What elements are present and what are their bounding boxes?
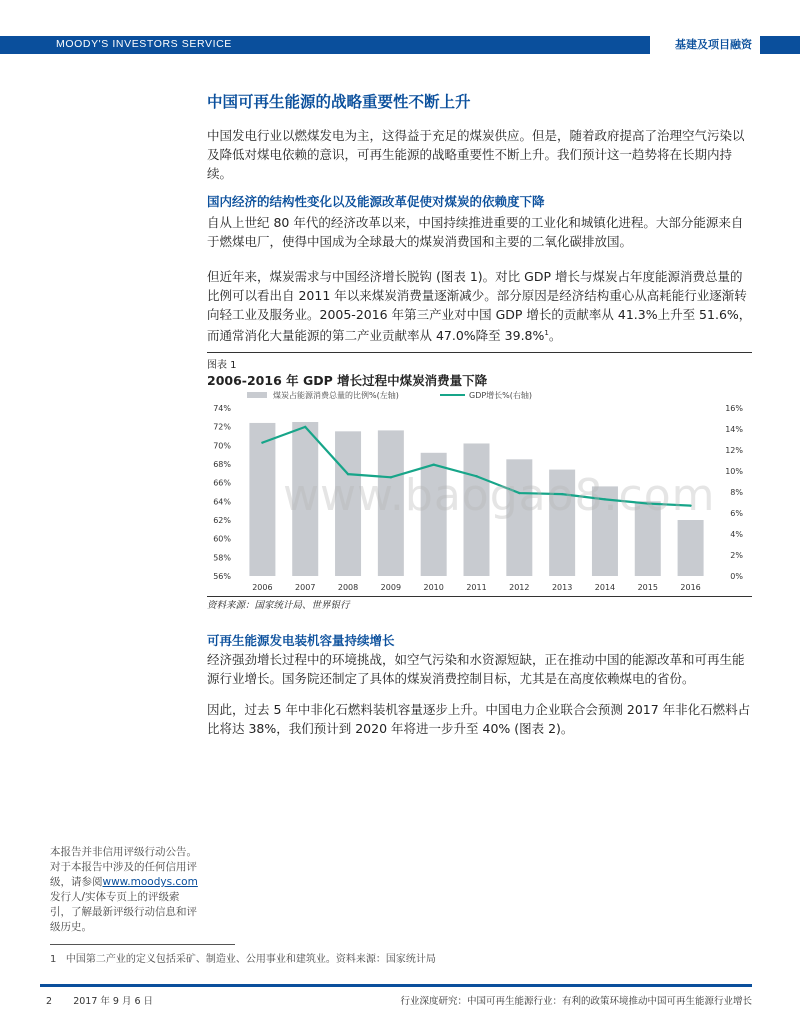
gdp-growth-point [261,441,263,443]
right-axis-tick: 12% [725,446,743,455]
left-axis-tick: 62% [213,516,231,525]
left-axis-tick: 60% [213,534,231,544]
bar [678,520,704,576]
left-axis-tick: 70% [213,441,231,451]
right-axis-tick: 6% [730,509,743,518]
chart-source-block [207,597,752,611]
section1-paragraph2 [207,267,752,345]
right-axis-tick: 2% [730,551,743,560]
legend-bar-swatch [247,392,267,398]
footer-bar [40,984,752,987]
report-date: 2017 年 9 月 6 日 [73,996,154,1007]
section1-body [207,213,752,251]
x-axis-tick: 2009 [380,583,402,592]
chart-title: 2006-2016 年 GDP 增长过程中煤炭消费量下降 [207,373,488,388]
disclaimer-text2: 发行人/实体专页上的评级索引，了解最新评级行动信息和评级历史。 [50,891,197,933]
page-number: 2 [46,996,53,1007]
section2-body2 [207,700,752,738]
page-title: 中国可再生能源的战略重要性不断上升 [207,93,471,111]
x-axis-tick: 2010 [423,583,444,592]
chart-top-rule [207,352,752,353]
moodys-link[interactable]: www.moodys.com [102,876,198,888]
section2 [207,631,752,649]
footnote-rule [50,944,235,945]
right-axis-tick: 4% [730,530,743,539]
legend-bar-label: 煤炭占能源消费总量的比例%(左轴) [273,391,399,400]
disclaimer-text1: 本报告并非信用评级行动公告。对于本报告中涉及的任何信用评级，请参阅 [50,846,197,888]
footnote-mark: 1 [50,954,57,965]
legend-line-label: GDP增长%(右轴) [469,391,533,400]
x-axis-tick: 2011 [466,583,487,592]
intro-paragraph: 中国发电行业以燃煤发电为主，这得益于充足的煤炭供应。但是，随着政府提高了治理空气污染以及降低对煤电依赖的意识，可再生能源的战略重要性不断上升。我们预计这一趋势将在长期内持续。 [207,128,745,181]
x-axis-tick: 2007 [295,583,316,592]
left-axis-tick: 66% [213,478,231,488]
section1-body2 [207,267,752,345]
x-axis-tick: 2016 [680,583,701,592]
section2-paragraph2: 因此，过去 5 年中非化石燃料装机容量逐步上升。中国电力企业联合会预测 2017 年非化石燃料占比将达 38%，我们预计到 2020 年将进一步升至 40% (图表 2)。 [207,702,751,736]
chart-legend [247,390,532,400]
right-axis-tick: 10% [725,467,743,476]
left-axis-tick: 74% [213,404,231,413]
right-axis-tick: 14% [725,425,743,434]
chart-label: 图表 1 [207,360,237,371]
left-axis-tick: 64% [213,497,231,507]
section1 [207,192,752,210]
rating-disclaimer [50,845,200,935]
x-axis-tick: 2006 [252,583,273,592]
footnote-ref: 1 [544,329,549,337]
watermark: www.baogao8.com [283,470,716,521]
gdp-growth-point [432,464,434,466]
report-title-footer: 行业深度研究：中国可再生能源行业：有利的政策环境推动中国可再生能源行业增长 [400,996,752,1007]
left-axis-tick: 72% [213,422,231,432]
section2-heading: 可再生能源发电装机容量持续增长 [207,633,395,648]
x-axis-tick: 2014 [594,583,616,592]
left-axis-tick: 68% [213,460,231,469]
left-axis-tick: 56% [213,572,231,581]
section1-paragraph1: 自从上世纪 80 年代的经济改革以来，中国持续推进重要的工业化和城镇化进程。大部分能源来自于燃煤电厂，使得中国成为全球最大的煤炭消费国和主要的二氧化碳排放国。 [207,215,744,249]
section2-paragraph1: 经济强劲增长过程中的环境挑战，如空气污染和水资源短缺，正在推动中国的能源改革和可再生能源行业增长。国务院还制定了具体的煤炭消费控制目标，尤其是在高度依赖煤电的省份。 [207,652,745,686]
section1-paragraph2-end: 。 [548,328,562,344]
chart-source: 资料来源：国家统计局、世界银行 [207,600,350,611]
brand-name: MOODY'S INVESTORS SERVICE [56,38,232,50]
footnote-text: 中国第二产业的定义包括采矿、制造业、公用事业和建筑业。资料来源：国家统计局 [65,954,436,965]
gdp-growth-point [304,426,306,428]
section-name: 基建及项目融资 [675,38,752,51]
right-axis-tick: 0% [730,572,743,581]
section1-paragraph2-text: 但近年来，煤炭需求与中国经济增长脱钩 (图表 1)。对比 GDP 增长与煤炭占年度能源消费总量的比例可以看出自 2011 年以来煤炭消费量逐渐减少。部分原因是经济结构重心从高耗能行业逐渐转向轻工业及服务业。2005-2016 年第三产业对中国 GDP 增长的贡献率从 41.3%上升至 51.6%，而通常消化大量能源的第二产业贡献率从 47.0%降至 39.8% [207,269,752,344]
right-axis-tick: 16% [725,404,743,413]
x-axis-tick: 2015 [637,583,658,592]
footer-left [46,993,153,1007]
x-axis-tick: 2013 [551,583,573,592]
x-axis-tick: 2012 [509,583,530,592]
bar [249,423,275,576]
section-tab [650,30,760,54]
x-axis-tick: 2008 [337,583,359,592]
footnote [50,950,436,965]
right-axis-tick: 8% [730,488,743,497]
intro-block [207,126,752,183]
section1-heading: 国内经济的结构性变化以及能源改革促使对煤炭的依赖度下降 [207,194,545,209]
left-axis-tick: 58% [213,553,231,563]
section2-body [207,650,752,688]
